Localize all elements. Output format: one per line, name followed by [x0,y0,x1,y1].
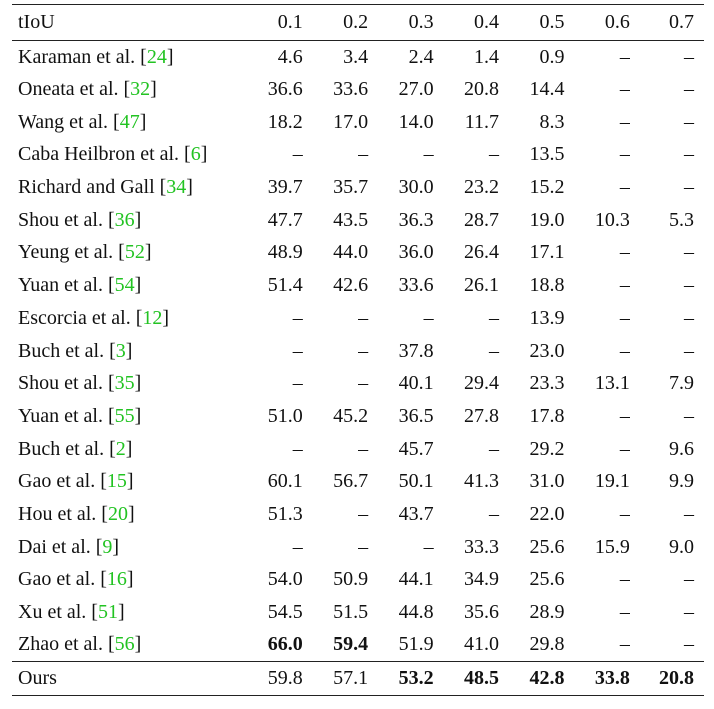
value-cell: – [684,404,694,427]
value-cell: 54.0 [267,568,303,591]
header-row [12,5,704,41]
value-cell: – [423,535,434,558]
value-cell: 42.6 [333,274,369,297]
citation-bracket: ] [134,633,142,656]
table-row [12,335,704,368]
table-row [12,302,704,335]
value-cell: 11.7 [464,110,500,133]
value-cell: 54.5 [267,601,303,624]
method-name: Caba Heilbron et al. [ [18,143,191,166]
value-cell: 17.1 [529,241,565,264]
value-cell: 36.3 [398,208,434,231]
method-cell [12,531,247,564]
value-cell: 48.5 [444,662,509,696]
value-cell: 14.0 [398,110,434,133]
method-cell [12,41,247,74]
citation-bracket: ] [139,110,147,133]
value-cell: 3.4 [343,45,369,68]
value-cell: 36.5 [398,404,434,427]
value-cell: 57.1 [313,662,378,696]
value-cell: 4.6 [277,45,303,68]
method-name: Yuan et al. [ [18,274,115,297]
value-cell: 1.4 [474,45,500,68]
table-row [12,531,704,564]
value-cell: – [423,143,434,166]
method-name: Yuan et al. [ [18,404,115,427]
value-cell: 50.9 [333,568,369,591]
value-cell: – [358,372,369,395]
citation-link[interactable]: 3 [115,339,126,362]
citation-bracket: ] [200,143,208,166]
method-name: Shou et al. [ [18,208,115,231]
citation-bracket: ] [125,437,133,460]
method-cell [12,237,247,270]
method-cell [12,564,247,597]
citation-bracket: ] [166,45,174,68]
table-row [12,106,704,139]
method-cell [12,596,247,629]
value-cell: 29.2 [529,437,565,460]
value-cell: – [489,437,500,460]
method-name: Escorcia et al. [ [18,306,143,329]
method-cell [12,171,247,204]
citation-bracket: ] [134,208,142,231]
table-row [12,564,704,597]
value-cell: – [619,78,630,101]
citation-bracket: ] [112,535,120,558]
method-cell [12,335,247,368]
value-cell: – [684,241,694,264]
value-cell: 23.0 [529,339,565,362]
value-cell: – [292,372,303,395]
citation-link[interactable]: 32 [130,78,151,101]
value-cell: 23.3 [529,372,565,395]
value-cell: – [619,45,630,68]
value-cell: 37.8 [398,339,434,362]
citation-link[interactable]: 2 [115,437,126,460]
method-cell [12,465,247,498]
value-cell: 33.3 [464,535,500,558]
method-name: Oneata et al. [ [18,78,131,101]
value-cell: – [684,110,694,133]
method-cell [12,400,247,433]
value-cell: 47.7 [267,208,303,231]
citation-bracket: ] [126,568,134,591]
value-cell: – [684,601,694,624]
header-threshold: 0.3 [378,5,443,41]
value-cell: – [684,176,694,199]
table-row [12,73,704,106]
value-cell: 7.9 [669,372,694,395]
value-cell: 66.0 [267,633,303,656]
value-cell: – [489,306,500,329]
value-cell: – [292,306,303,329]
table-row [12,204,704,237]
value-cell: 59.8 [247,662,312,696]
value-cell: – [292,143,303,166]
citation-link[interactable]: 56 [114,633,135,656]
header-threshold: 0.1 [247,5,312,41]
method-cell [12,269,247,302]
method-cell [12,498,247,531]
value-cell: 51.3 [267,502,303,525]
method-name: Dai et al. [ [18,535,103,558]
value-cell: – [619,176,630,199]
value-cell: – [619,306,630,329]
value-cell: 18.8 [529,274,565,297]
value-cell: 9.9 [669,470,694,493]
value-cell: 56.7 [333,470,369,493]
value-cell: 36.6 [267,78,303,101]
table-row [12,465,704,498]
value-cell: 30.0 [398,176,434,199]
header-threshold: 0.4 [444,5,509,41]
value-cell: 43.5 [333,208,369,231]
value-cell: 45.7 [398,437,434,460]
value-cell: – [619,633,630,656]
citation-link[interactable]: 9 [102,535,113,558]
value-cell: 13.5 [529,143,565,166]
value-cell: 17.8 [529,404,565,427]
value-cell: 27.8 [464,404,500,427]
citation-link[interactable]: 55 [114,404,135,427]
value-cell: 19.1 [594,470,630,493]
value-cell: 60.1 [267,470,303,493]
header-method: tIoU [12,5,247,41]
method-name: Buch et al. [ [18,339,116,362]
value-cell: – [684,633,694,656]
value-cell: – [619,437,630,460]
value-cell: 44.1 [398,568,434,591]
value-cell: 50.1 [398,470,434,493]
value-cell: 59.4 [333,633,369,656]
value-cell: 20.8 [464,78,500,101]
value-cell: – [619,274,630,297]
ours-row [12,662,704,696]
value-cell: 33.6 [333,78,369,101]
value-cell: – [684,274,694,297]
value-cell: – [684,78,694,101]
citation-bracket: ] [125,339,133,362]
value-cell: – [619,143,630,166]
value-cell: 20.8 [640,662,704,696]
header-threshold: 0.6 [574,5,639,41]
value-cell: 36.0 [398,241,434,264]
value-cell: 26.1 [464,274,500,297]
value-cell: – [619,339,630,362]
method-name: Gao et al. [ [18,470,107,493]
method-name: Zhao et al. [ [18,633,115,656]
citation-link[interactable]: 12 [142,306,163,329]
value-cell: – [684,339,694,362]
value-cell: – [619,568,630,591]
value-cell: 14.4 [529,78,565,101]
method-cell [12,204,247,237]
method-name: Karaman et al. [ [18,45,147,68]
results-table [12,4,704,696]
citation-bracket: ] [134,274,142,297]
table-row [12,498,704,531]
value-cell: 18.2 [267,110,303,133]
citation-link[interactable]: 51 [97,601,118,624]
value-cell: 39.7 [267,176,303,199]
citation-bracket: ] [150,78,157,101]
method-cell [12,433,247,466]
citation-bracket: ] [186,176,193,199]
method-cell [12,73,247,106]
citation-link[interactable]: 36 [114,208,135,231]
header-threshold: 0.5 [509,5,574,41]
value-cell: 15.9 [594,535,630,558]
value-cell: 19.0 [529,208,565,231]
value-cell: 43.7 [398,502,434,525]
value-cell: – [619,404,630,427]
value-cell: – [423,306,434,329]
value-cell: – [684,45,694,68]
value-cell: 42.8 [509,662,574,696]
method-cell [12,629,247,662]
value-cell: – [489,143,500,166]
value-cell: 28.7 [464,208,500,231]
value-cell: 45.2 [333,404,369,427]
value-cell: 35.6 [464,601,500,624]
value-cell: 8.3 [539,110,565,133]
value-cell: 33.8 [574,662,639,696]
method-cell [12,106,247,139]
value-cell: 29.8 [529,633,565,656]
value-cell: 51.4 [267,274,303,297]
method-cell [12,367,247,400]
value-cell: – [489,339,500,362]
table-row [12,367,704,400]
citation-link[interactable]: 34 [166,176,187,199]
value-cell: – [489,502,500,525]
value-cell: 48.9 [267,241,303,264]
value-cell: 25.6 [529,535,565,558]
value-cell: 44.8 [398,601,434,624]
value-cell: 35.7 [333,176,369,199]
value-cell: 13.1 [594,372,630,395]
value-cell: – [358,535,369,558]
value-cell: 25.6 [529,568,565,591]
value-cell: 44.0 [333,241,369,264]
value-cell: 13.9 [529,306,565,329]
table-body [12,41,704,696]
citation-link[interactable]: 52 [124,241,145,264]
value-cell: 33.6 [398,274,434,297]
table-row [12,171,704,204]
citation-link[interactable]: 54 [114,274,135,297]
header-threshold: 0.7 [640,5,704,41]
value-cell: – [358,339,369,362]
value-cell: – [292,437,303,460]
value-cell: 28.9 [529,601,565,624]
citation-link[interactable]: 24 [146,45,167,68]
value-cell: 51.9 [398,633,434,656]
method-name: Ours [12,662,247,696]
citation-bracket: ] [162,306,170,329]
table-row [12,596,704,629]
value-cell: 2.4 [408,45,434,68]
citation-bracket: ] [134,372,142,395]
citation-link[interactable]: 15 [106,470,127,493]
value-cell: – [619,502,630,525]
value-cell: 53.2 [378,662,443,696]
citation-link[interactable]: 6 [190,143,201,166]
method-cell [12,139,247,172]
citation-bracket: ] [134,404,142,427]
method-name: Hou et al. [ [18,502,108,525]
table-row [12,139,704,172]
value-cell: – [358,306,369,329]
value-cell: 31.0 [529,470,565,493]
value-cell: – [619,241,630,264]
value-cell: – [358,502,369,525]
method-name: Richard and Gall [ [18,176,167,199]
value-cell: 34.9 [464,568,500,591]
value-cell: 41.0 [464,633,500,656]
citation-bracket: ] [126,470,134,493]
value-cell: 51.0 [267,404,303,427]
value-cell: – [292,339,303,362]
value-cell: – [684,306,694,329]
value-cell: 41.3 [464,470,500,493]
value-cell: 23.2 [464,176,500,199]
value-cell: 9.0 [669,535,694,558]
method-name: Gao et al. [ [18,568,107,591]
value-cell: – [358,437,369,460]
citation-link[interactable]: 35 [114,372,135,395]
value-cell: – [684,502,694,525]
method-name: Shou et al. [ [18,372,115,395]
table-row [12,269,704,302]
value-cell: 9.6 [669,437,694,460]
table-row [12,237,704,270]
value-cell: – [619,601,630,624]
value-cell: 0.9 [539,45,565,68]
citation-bracket: ] [117,601,125,624]
value-cell: 15.2 [529,176,565,199]
value-cell: 40.1 [398,372,434,395]
value-cell: 51.5 [333,601,369,624]
citation-bracket: ] [144,241,152,264]
method-name: Wang et al. [ [18,110,120,133]
method-name: Xu et al. [ [18,601,98,624]
value-cell: 10.3 [594,208,630,231]
method-name: Yeung et al. [ [18,241,125,264]
method-name: Buch et al. [ [18,437,116,460]
value-cell: – [619,110,630,133]
header-threshold: 0.2 [313,5,378,41]
table-row [12,433,704,466]
table-row [12,629,704,662]
value-cell: 26.4 [464,241,500,264]
table-row [12,41,704,74]
citation-link[interactable]: 16 [106,568,127,591]
value-cell: – [358,143,369,166]
method-cell [12,302,247,335]
value-cell: – [684,143,694,166]
value-cell: 17.0 [333,110,369,133]
value-cell: – [292,535,303,558]
value-cell: 22.0 [529,502,565,525]
value-cell: – [684,568,694,591]
citation-link[interactable]: 20 [107,502,128,525]
citation-bracket: ] [127,502,135,525]
value-cell: 5.3 [669,208,694,231]
citation-link[interactable]: 47 [119,110,140,133]
table-row [12,400,704,433]
value-cell: 29.4 [464,372,500,395]
value-cell: 27.0 [398,78,434,101]
